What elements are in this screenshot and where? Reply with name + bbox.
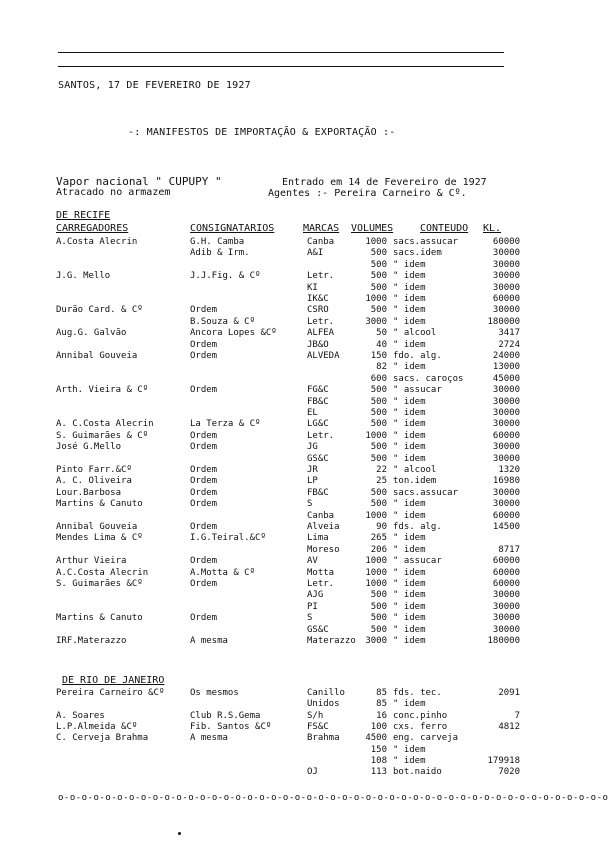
volumes-cell: 500 [370,305,387,316]
table-row [0,248,551,259]
kilos-cell: 30000 [492,442,520,453]
kilos-cell: 30000 [492,248,520,259]
table-row [0,590,551,601]
second-rule [58,66,504,67]
table-row [0,522,551,533]
page-mark [178,832,181,835]
consignee-cell: Ordem [190,499,218,510]
volumes-cell: 206 [370,544,387,555]
section-title: -: MANIFESTOS DE IMPORTAÇÃO & EXPORTAÇÃO :- [128,127,396,138]
kilos-cell: 30000 [492,601,520,612]
contents-cell: " idem [393,590,426,601]
kilos-cell: 3417 [498,328,520,339]
footer-rule: o-o-o-o-o-o-o-o-o-o-o-o-o-o-o-o-o-o-o-o-o-o-o-o-o-o-o-o-o-o-o-o-o-o-o-o-o-o-o-o-o-o-o-o-o-o-o [58,793,608,803]
kilos-cell: 30000 [492,487,520,498]
consignee-cell: Ordem [190,465,218,475]
table-row [0,602,551,613]
contents-cell: " idem [393,259,426,270]
consignee-cell: J.J.Fig. & Cº [190,271,261,282]
consignee-cell: Ordem [190,430,218,441]
contents-cell: " alcool [393,465,437,475]
table-row [0,579,551,590]
volumes-cell: 150 [370,351,387,361]
kilos-cell: 60000 [492,556,520,567]
volumes-cell: 500 [370,271,387,282]
col-header-carregadores: CARREGADORES [56,223,129,234]
mark-cell: Moreso [307,544,340,555]
consignee-cell: Fib. Santos &Cº [190,721,272,732]
volumes-cell: 22 [376,465,387,475]
consignee-cell: B.Souza & Cº [190,316,256,327]
kilos-cell: 30000 [492,396,520,407]
kilos-cell: 16980 [492,476,520,487]
contents-cell: " idem [393,744,426,755]
volumes-cell: 85 [376,688,387,698]
table-row [0,568,551,579]
mark-cell: Unidos [307,699,340,710]
table-row [0,328,551,339]
shipper-cell: Arth. Vieira & Cº [56,385,149,396]
kilos-cell: 30000 [492,282,520,293]
table-row [0,476,551,487]
table-row [0,431,551,442]
consignee-cell: Ordem [190,351,218,361]
contents-cell: " idem [393,271,426,282]
kilos-cell: 30000 [492,305,520,316]
table-row [0,499,551,510]
consignee-cell: I.G.Teiral.&Cº [190,533,266,544]
volumes-cell: 1000 [365,567,387,578]
volumes-cell: 500 [370,282,387,293]
kilos-cell: 60000 [492,567,520,578]
volumes-cell: 500 [370,259,387,270]
table-row [0,397,551,408]
table-row [0,722,551,733]
shipper-cell: S. Guimarães & Cº [56,430,149,441]
mark-cell: S/h [307,710,324,721]
shipper-cell: Annibal Gouveia [56,351,138,361]
top-rule [58,52,504,53]
contents-cell: fdo. alg. [393,351,442,361]
volumes-cell: 1000 [365,556,387,567]
shipper-cell: Lour.Barbosa [56,487,122,498]
shipper-cell: Martins & Canuto [56,613,143,624]
shipper-cell: Annibal Gouveia [56,522,138,532]
kilos-cell: 180000 [487,636,520,646]
contents-cell: " idem [393,282,426,293]
contents-cell: " assucar [393,556,442,567]
mark-cell: S [307,613,313,624]
mark-cell: Alveia [307,522,340,532]
consignee-cell: Ordem [190,613,218,624]
mark-cell: PI [307,601,318,612]
consignee-cell: Ancora Lopes &Cº [190,328,277,339]
volumes-cell: 1000 [365,430,387,441]
mark-cell: ALVEDA [307,351,340,361]
mark-cell: S [307,499,313,510]
vessel-agents: Agentes :- Pereira Carneiro & Cº. [268,188,467,199]
shipper-cell: A. C. Oliveira [56,476,132,487]
table-row [0,419,551,430]
volumes-cell: 90 [376,522,387,532]
table-row [0,374,551,385]
consignee-cell: G.H. Camba [190,237,245,247]
table-row [0,636,551,647]
volumes-cell: 500 [370,624,387,635]
volumes-cell: 500 [370,499,387,510]
consignee-cell: A.Motta & Cº [190,567,256,578]
contents-cell: " idem [393,544,426,555]
shipper-cell: A.Costa Alecrin [56,237,138,247]
volumes-cell: 113 [370,767,387,778]
volumes-cell: 1000 [365,579,387,589]
mark-cell: A&I [307,248,324,259]
consignee-cell: Ordem [190,476,218,487]
shipper-cell: Pinto Farr.&Cº [56,465,132,475]
volumes-cell: 600 [370,373,387,384]
shipper-cell: J.G. Mello [56,271,111,282]
volumes-cell: 50 [376,328,387,339]
shipper-cell: L.P.Almeida &Cº [56,721,138,732]
table-row [0,340,551,351]
mark-cell: OJ [307,767,318,778]
mark-cell: JG [307,442,318,453]
table-row [0,237,551,248]
shipper-cell: Durão Card. & Cº [56,305,143,316]
contents-cell: " idem [393,510,426,521]
kilos-cell: 30000 [492,259,520,270]
mark-cell: Letr. [307,316,335,327]
contents-cell: sacs.assucar [393,487,459,498]
table-row [0,454,551,465]
section-rio-de-janeiro: DE RIO DE JANEIRO [62,675,165,686]
shipper-cell: A. C.Costa Alecrin [56,419,154,430]
table-row [0,305,551,316]
table-row [0,556,551,567]
mark-cell: FB&C [307,487,329,498]
table-row [0,283,551,294]
contents-cell: " alcool [393,328,437,339]
contents-cell: " idem [393,533,426,544]
kilos-cell: 1320 [498,465,520,475]
table-row [0,465,551,476]
mark-cell: AJG [307,590,324,601]
consignee-cell: Ordem [190,305,218,316]
table-row [0,442,551,453]
table-row [0,362,551,373]
contents-cell: sacs. caroços [393,373,464,384]
mark-cell: KI [307,282,318,293]
kilos-cell: 30000 [492,453,520,464]
kilos-cell: 7 [514,710,520,721]
table-row [0,767,551,778]
mark-cell: JR [307,465,318,475]
volumes-cell: 500 [370,453,387,464]
place-date: SANTOS, 17 DE FEVEREIRO DE 1927 [58,80,251,91]
mark-cell: GS&C [307,453,329,464]
kilos-cell: 2724 [498,339,520,350]
table-row [0,545,551,556]
mark-cell: Motta [307,567,335,578]
mark-cell: FB&C [307,396,329,407]
col-header-marcas: MARCAS [303,223,340,234]
volumes-cell: 40 [376,339,387,350]
mark-cell: ALFEA [307,328,335,339]
table-row [0,733,551,744]
volumes-cell: 500 [370,442,387,453]
consignee-cell: A mesma [190,733,228,744]
volumes-cell: 3000 [365,636,387,646]
kilos-cell: 30000 [492,590,520,601]
mark-cell: Canillo [307,688,345,698]
table-row [0,385,551,396]
table-row [0,488,551,499]
mark-cell: Canba [307,237,335,247]
volumes-cell: 500 [370,601,387,612]
consignee-cell: Ordem [190,442,218,453]
table-row [0,688,551,699]
volumes-cell: 500 [370,408,387,418]
consignee-cell: Adib & Irm. [190,248,250,259]
volumes-cell: 108 [370,755,387,766]
table-row [0,351,551,362]
shipper-cell: Arthur Vieira [56,556,127,567]
volumes-cell: 85 [376,699,387,710]
volumes-cell: 265 [370,533,387,544]
mark-cell: IK&C [307,294,329,304]
kilos-cell: 30000 [492,419,520,430]
mark-cell: EL [307,408,318,418]
mark-cell: Letr. [307,579,335,589]
table-row [0,317,551,328]
kilos-cell: 30000 [492,271,520,282]
contents-cell: eng. carveja [393,733,459,744]
consignee-cell: Ordem [190,385,218,396]
volumes-cell: 500 [370,396,387,407]
consignee-cell: Ordem [190,339,218,350]
mark-cell: Canba [307,510,335,521]
contents-cell: " idem [393,408,426,418]
volumes-cell: 82 [376,362,387,373]
table-row [0,533,551,544]
mark-cell: CSRO [307,305,329,316]
contents-cell: " idem [393,613,426,624]
shipper-cell: A. Soares [56,710,105,721]
table-row [0,613,551,624]
mark-cell: GS&C [307,624,329,635]
contents-cell: " idem [393,396,426,407]
kilos-cell: 30000 [492,408,520,418]
kilos-cell: 30000 [492,385,520,396]
volumes-cell: 4500 [365,733,387,744]
consignee-cell: A mesma [190,636,228,646]
volumes-cell: 500 [370,248,387,259]
contents-cell: cxs. ferro [393,721,448,732]
consignee-cell: Club R.S.Gema [190,710,261,721]
volumes-cell: 500 [370,385,387,396]
kilos-cell: 30000 [492,613,520,624]
kilos-cell: 60000 [492,294,520,304]
kilos-cell: 30000 [492,499,520,510]
volumes-cell: 1000 [365,294,387,304]
contents-cell: " idem [393,699,426,710]
mark-cell: Lima [307,533,329,544]
mark-cell: Letr. [307,271,335,282]
contents-cell: " idem [393,755,426,766]
contents-cell: bot.naido [393,767,442,778]
volumes-cell: 500 [370,590,387,601]
col-header-conteudo: CONTEUDO [420,223,469,234]
kilos-cell: 60000 [492,430,520,441]
shipper-cell: Mendes Lima & Cº [56,533,143,544]
shipper-cell: José G.Mello [56,442,122,453]
consignee-cell: Ordem [190,556,218,567]
contents-cell: " idem [393,567,426,578]
contents-cell: " idem [393,362,426,373]
shipper-cell: Aug.G. Galvão [56,328,127,339]
table-row [0,699,551,710]
contents-cell: " idem [393,636,426,646]
kilos-cell: 2091 [498,688,520,698]
mark-cell: JB&O [307,339,329,350]
volumes-cell: 500 [370,613,387,624]
contents-cell: fds. tec. [393,688,442,698]
contents-cell: " idem [393,339,426,350]
consignee-cell: Ordem [190,522,218,532]
table-row [0,511,551,522]
section-recife: DE RECIFE [56,210,111,221]
table-row [0,625,551,636]
table-row [0,260,551,271]
table-row [0,271,551,282]
mark-cell: LG&C [307,419,329,430]
volumes-cell: 500 [370,419,387,430]
mark-cell: AV [307,556,318,567]
contents-cell: " idem [393,305,426,316]
volumes-cell: 3000 [365,316,387,327]
mark-cell: Brahma [307,733,340,744]
shipper-cell: A.C.Costa Alecrin [56,567,149,578]
consignee-cell: La Terza & Cº [190,419,261,430]
contents-cell: " idem [393,499,426,510]
kilos-cell: 13000 [492,362,520,373]
kilos-cell: 14500 [492,522,520,532]
kilos-cell: 4812 [498,721,520,732]
contents-cell: " idem [393,430,426,441]
contents-cell: " idem [393,419,426,430]
volumes-cell: 1000 [365,237,387,247]
consignee-cell: Ordem [190,487,218,498]
contents-cell: conc.pinho [393,710,448,721]
volumes-cell: 25 [376,476,387,487]
mark-cell: Letr. [307,430,335,441]
kilos-cell: 7020 [498,767,520,778]
shipper-cell: IRF.Materazzo [56,636,127,646]
contents-cell: " idem [393,453,426,464]
mark-cell: FG&C [307,385,329,396]
col-header-volumes: VOLUMES [351,223,394,234]
shipper-cell: S. Guimarães &Cº [56,579,143,589]
col-header-kl: KL. [483,223,502,234]
contents-cell: " idem [393,294,426,304]
kilos-cell: 180000 [487,316,520,327]
contents-cell: ton.idem [393,476,437,487]
kilos-cell: 60000 [492,237,520,247]
mark-cell: LP [307,476,318,487]
shipper-cell: Martins & Canuto [56,499,143,510]
contents-cell: " idem [393,316,426,327]
shipper-cell: Pereira Carneiro &Cº [56,688,165,698]
contents-cell: " idem [393,442,426,453]
contents-cell: sacs.idem [393,248,442,259]
kilos-cell: 60000 [492,510,520,521]
volumes-cell: 100 [370,721,387,732]
vessel-berth: Atracado no armazem [56,187,171,198]
contents-cell: " idem [393,624,426,635]
kilos-cell: 179918 [487,755,520,766]
kilos-cell: 30000 [492,624,520,635]
mark-cell: FS&C [307,721,329,732]
contents-cell: " assucar [393,385,442,396]
col-header-consignatarios: CONSIGNATARIOS [190,223,275,234]
mark-cell: Materazzo [307,636,356,646]
vessel-arrival: Entrado em 14 de Fevereiro de 1927 [282,177,487,188]
contents-cell: " idem [393,579,426,589]
kilos-cell: 60000 [492,579,520,589]
volumes-cell: 500 [370,487,387,498]
consignee-cell: Ordem [190,579,218,589]
vessel-name: Vapor nacional " CUPUPY " [56,175,222,188]
kilos-cell: 24000 [492,351,520,361]
kilos-cell: 8717 [498,544,520,555]
table-row [0,756,551,767]
contents-cell: sacs.assucar [393,237,459,247]
kilos-cell: 45000 [492,373,520,384]
volumes-cell: 16 [376,710,387,721]
contents-cell: " idem [393,601,426,612]
contents-cell: fds. alg. [393,522,442,532]
table-row [0,745,551,756]
table-row [0,408,551,419]
table-row [0,711,551,722]
volumes-cell: 1000 [365,510,387,521]
shipper-cell: C. Cerveja Brahma [56,733,149,744]
table-row [0,294,551,305]
volumes-cell: 150 [370,744,387,755]
consignee-cell: Os mesmos [190,688,239,698]
